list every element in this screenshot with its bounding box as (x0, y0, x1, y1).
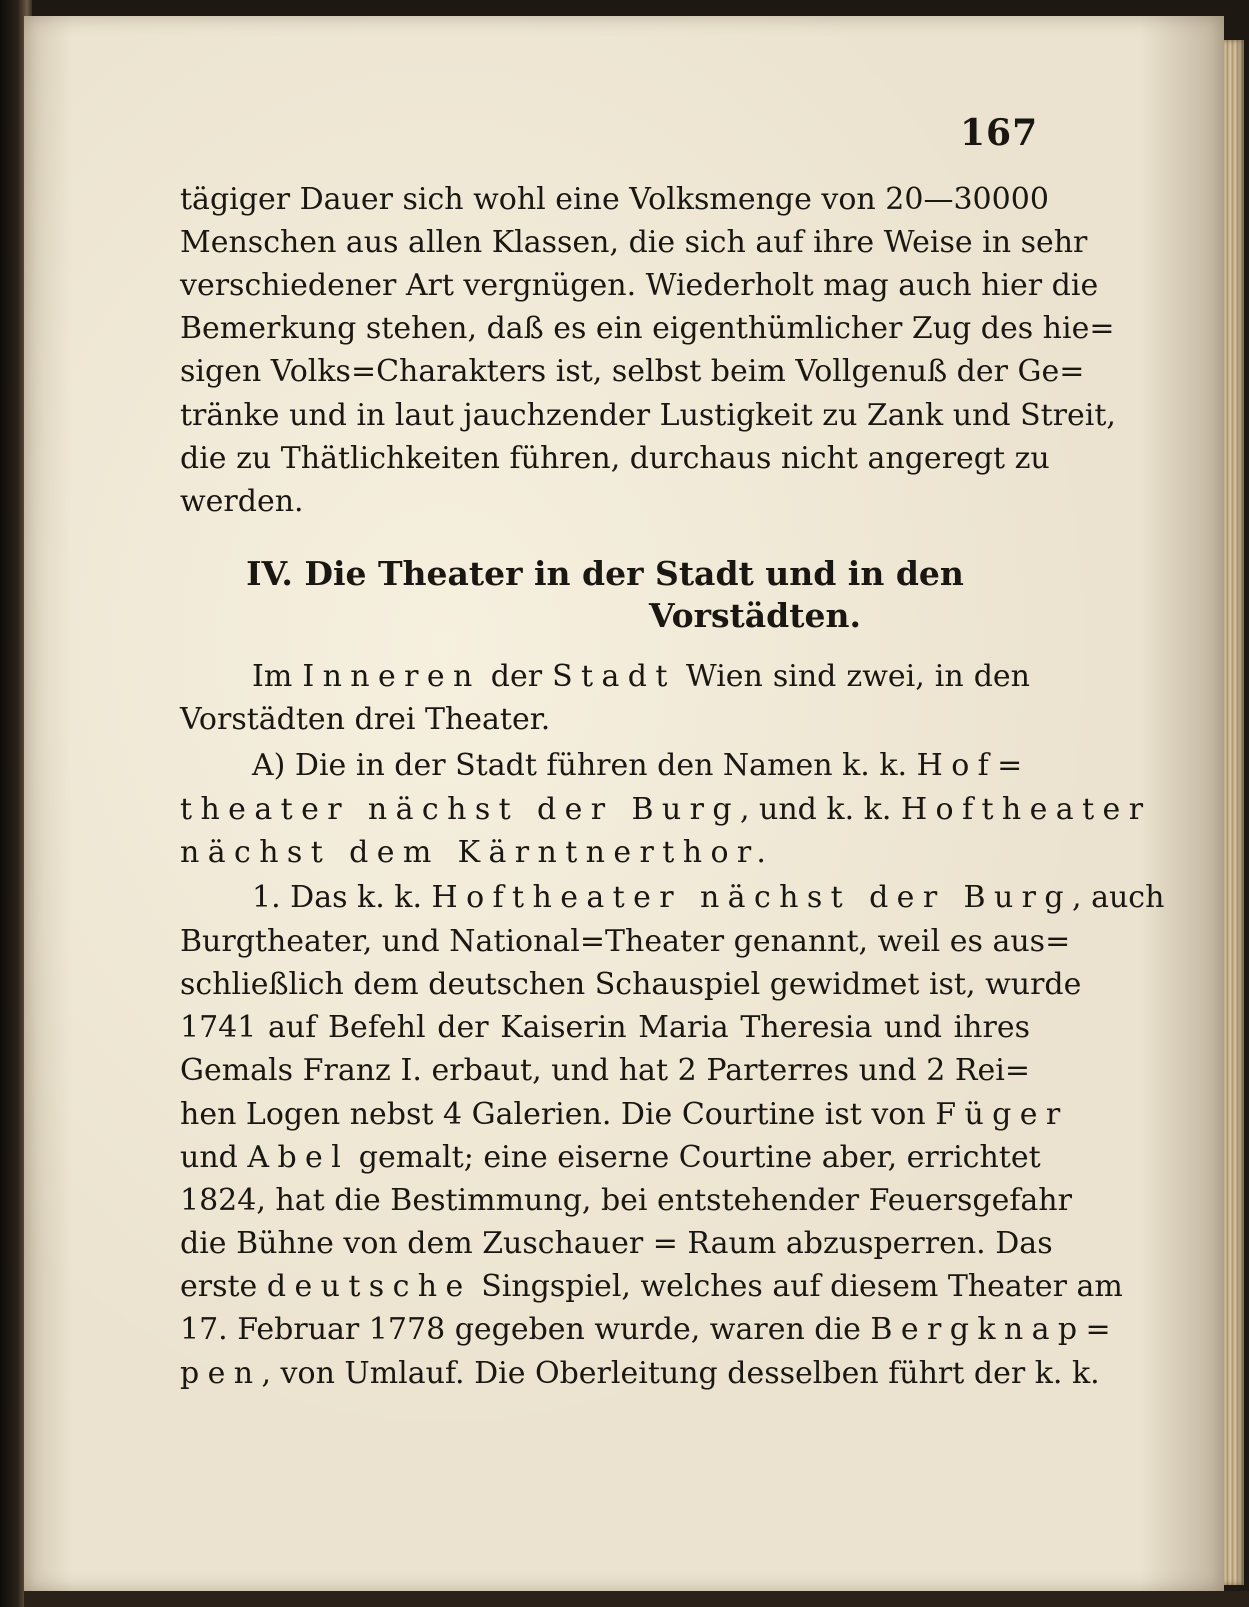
section-heading: IV. Die Theater in der Stadt und in den (246, 554, 964, 593)
page-edges (1224, 40, 1244, 1585)
bottom-edge (24, 1591, 1249, 1607)
text-line: hen Logen nebst 4 Galerien. Die Courtine ist von Füger (180, 1097, 1069, 1132)
page-number: 167 (960, 112, 1039, 154)
text-line (180, 833, 1030, 873)
text-line: verschiedener Art vergnügen. Wiederholt mag auch hier die (180, 268, 1099, 303)
text-line: A) Die in der Stadt führen den Namen k. k. Hof= (252, 748, 1031, 783)
text-line: schließlich dem deutschen Schauspiel gewidmet ist, wurde (180, 967, 1082, 1002)
spaced-emphasis: nächst dem Kärntnerthor. (180, 835, 775, 870)
section-heading-continued: Vorstädten. (649, 596, 861, 635)
spaced-emphasis: pen (180, 1356, 262, 1391)
text-line: sigen Volks=Charakters ist, selbst beim Vollgenuß der Ge= (180, 354, 1085, 389)
text-line: tägiger Dauer sich wohl eine Volksmenge von 20—30000 (180, 182, 1049, 217)
text-line: Vorstädten drei Theater. (180, 702, 551, 737)
text-line: Gemals Franz I. erbaut, und hat 2 Parterres und 2 Rei= (180, 1053, 1030, 1088)
text-line: die zu Thätlichkeiten führen, durchaus nicht angeregt zu (180, 441, 1050, 476)
spaced-emphasis: Abel (247, 1140, 350, 1175)
spaced-emphasis: Füger (935, 1097, 1069, 1132)
text-line: tränke und in laut jauchzender Lustigkeit zu Zank und Streit, (180, 398, 1116, 433)
spaced-emphasis: theater nächst der Burg (180, 792, 740, 827)
spaced-emphasis: Bergknap= (870, 1312, 1120, 1347)
text-line: 1824, hat die Bestimmung, bei entstehender Feuersgefahr (180, 1183, 1072, 1218)
text-line: Im Inneren der Stadt Wien sind zwei, in den (252, 659, 1030, 694)
spaced-emphasis: Hoftheater nächst der Burg (431, 880, 1073, 915)
text-line: Burgtheater, und National=Theater genannt, weil es aus= (180, 924, 1071, 959)
spaced-emphasis: Hoftheater (900, 792, 1152, 827)
spaced-emphasis: Inneren (302, 659, 481, 694)
text-line: Menschen aus allen Klassen, die sich auf ihre Weise in sehr (180, 225, 1088, 260)
text-line: 17. Februar 1778 gegeben wurde, waren die Bergknap= (180, 1312, 1120, 1347)
text-line: und Abel gemalt; eine eiserne Courtine aber, errichtet (180, 1140, 1041, 1175)
spaced-emphasis: deutsche (266, 1269, 472, 1304)
text-line: theater nächst der Burg, und k. k. Hoftheater (180, 792, 1152, 827)
text-line: 1. Das k. k. Hoftheater nächst der Burg, auch (252, 880, 1165, 915)
text-line: werden. (180, 484, 304, 519)
text-line: pen, von Umlauf. Die Oberleitung desselben führt der k. k. (180, 1356, 1100, 1391)
text-line: die Bühne von dem Zuschauer = Raum abzusperren. Das (180, 1226, 1053, 1261)
spaced-emphasis: Hof= (916, 748, 1031, 783)
text-line: Bemerkung stehen, daß es ein eigenthümlicher Zug des hie= (180, 311, 1115, 346)
spaced-emphasis: Stadt (552, 659, 676, 694)
text-line: erste deutsche Singspiel, welches auf diesem Theater am (180, 1269, 1123, 1304)
text-line: 1741 auf Befehl der Kaiserin Maria Theresia und ihres (180, 1010, 1030, 1045)
